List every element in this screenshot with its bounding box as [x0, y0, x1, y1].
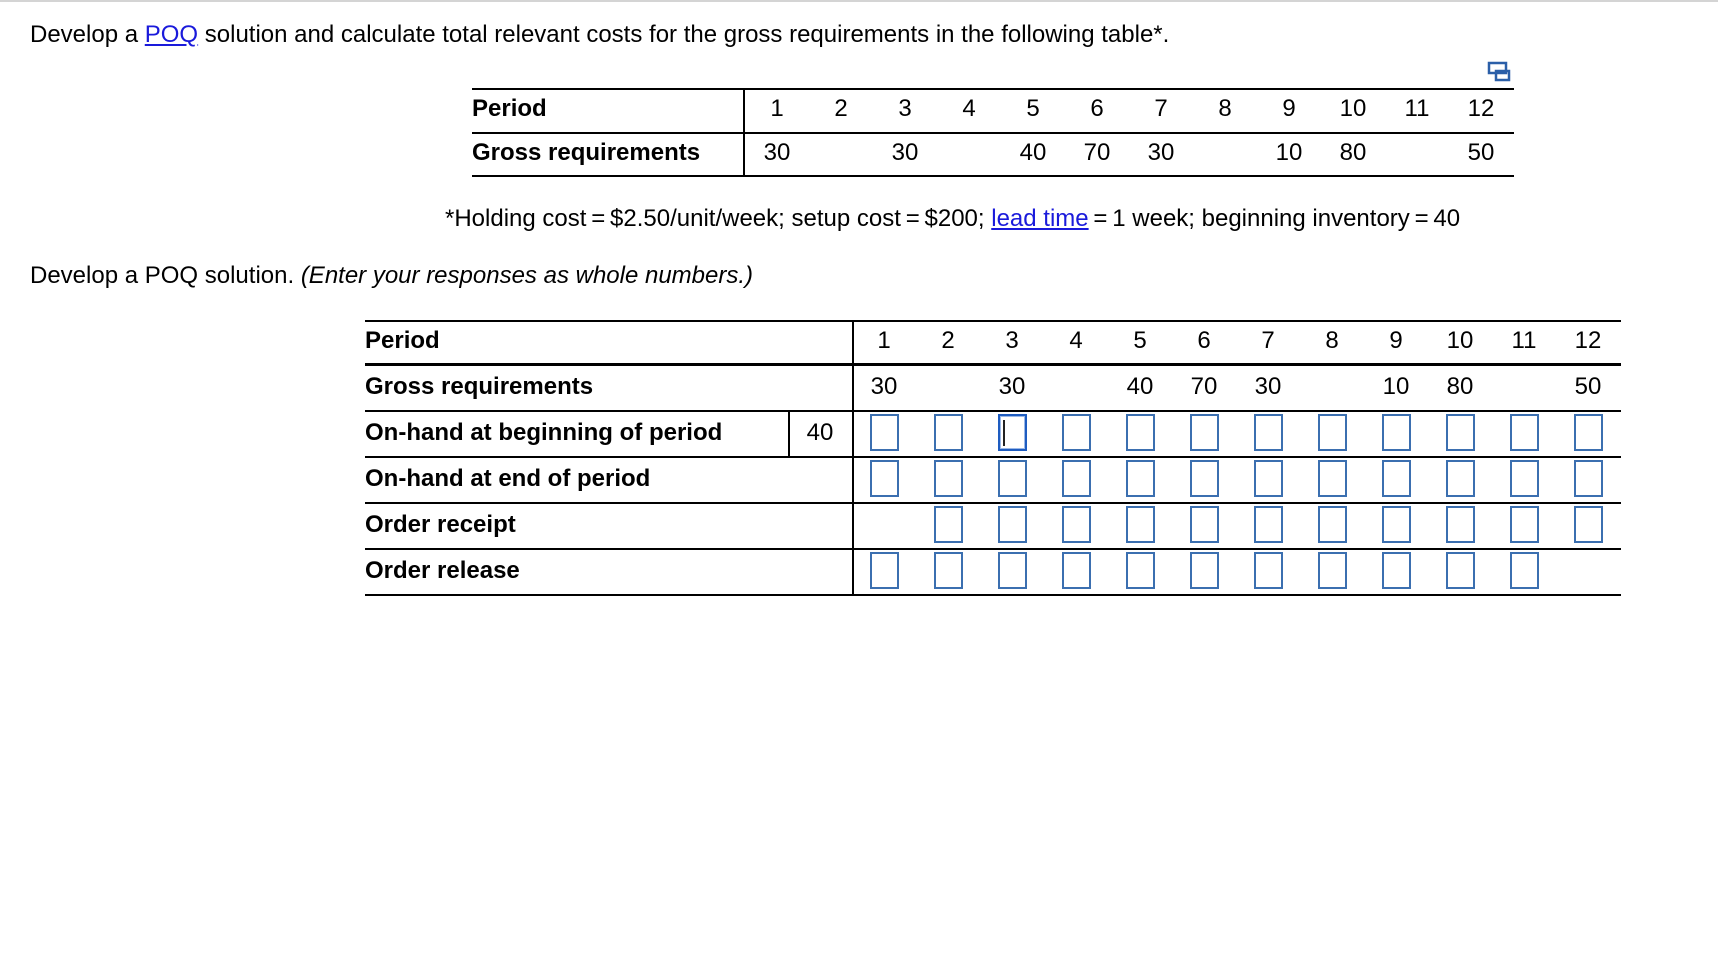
ans-period-cell: 12	[1574, 327, 1602, 354]
footnote-pre: *Holding cost = $2.50/unit/week; setup cost = $200;	[445, 205, 992, 232]
onhand-end-input[interactable]	[1190, 460, 1219, 497]
given-period-cell: 2	[834, 95, 848, 122]
given-gross-label: Gross requirements	[472, 139, 701, 166]
ans-rule-header	[365, 363, 1621, 366]
given-period-cell: 8	[1218, 95, 1232, 122]
ans-period-cell: 4	[1069, 327, 1083, 354]
lead-time-link[interactable]: lead time	[991, 205, 1089, 232]
onhand-end-input[interactable]	[1574, 460, 1603, 497]
ans-gross-cell: 30	[998, 373, 1026, 400]
given-period-cell: 5	[1026, 95, 1040, 122]
ans-rule-gross	[365, 410, 1621, 412]
order-receipt-input[interactable]	[1126, 506, 1155, 543]
given-gross-cell: 30	[891, 139, 919, 166]
ans-gross-cell: 30	[870, 373, 898, 400]
order-release-input[interactable]	[1318, 552, 1347, 589]
onhand-end-input[interactable]	[1446, 460, 1475, 497]
onhand-end-input[interactable]	[1382, 460, 1411, 497]
given-period-cell: 3	[898, 95, 912, 122]
order-release-input[interactable]	[1062, 552, 1091, 589]
ans-onhand-begin-label: On-hand at beginning of period	[365, 419, 723, 446]
given-divider	[743, 88, 745, 177]
ans-period-cell: 3	[1005, 327, 1019, 354]
question-prefix: Develop a	[30, 21, 145, 48]
order-receipt-input[interactable]	[1446, 506, 1475, 543]
order-receipt-input[interactable]	[998, 506, 1027, 543]
instruction-text	[30, 262, 753, 290]
onhand-begin-input[interactable]	[1574, 414, 1603, 451]
onhand-begin-input[interactable]	[1318, 414, 1347, 451]
given-period-cell: 6	[1090, 95, 1104, 122]
onhand-end-input[interactable]	[1318, 460, 1347, 497]
given-period-cell: 12	[1467, 95, 1495, 122]
onhand-begin-input[interactable]	[870, 414, 899, 451]
given-top-rule	[472, 88, 1514, 90]
ans-period-label: Period	[365, 327, 440, 354]
copy-table-icon[interactable]	[1487, 61, 1511, 83]
order-receipt-input[interactable]	[1510, 506, 1539, 543]
given-period-cell: 1	[770, 95, 784, 122]
onhand-end-input[interactable]	[1510, 460, 1539, 497]
ans-gross-cell: 50	[1574, 373, 1602, 400]
order-release-input[interactable]	[998, 552, 1027, 589]
order-release-input[interactable]	[1510, 552, 1539, 589]
given-gross-cell: 40	[1019, 139, 1047, 166]
given-period-cell: 7	[1154, 95, 1168, 122]
order-release-input[interactable]	[1190, 552, 1219, 589]
ans-rule-top	[365, 320, 1621, 322]
ans-period-cell: 10	[1446, 327, 1474, 354]
onhand-begin-input[interactable]	[934, 414, 963, 451]
order-receipt-input[interactable]	[1318, 506, 1347, 543]
ans-period-cell: 5	[1133, 327, 1147, 354]
beginning-inventory-value: 40	[806, 419, 834, 446]
text-cursor	[1003, 420, 1005, 446]
onhand-end-input[interactable]	[934, 460, 963, 497]
onhand-begin-input[interactable]	[1062, 414, 1091, 451]
top-divider	[0, 0, 1718, 2]
order-receipt-input[interactable]	[1254, 506, 1283, 543]
ans-period-cell: 2	[941, 327, 955, 354]
onhand-end-input[interactable]	[1126, 460, 1155, 497]
instruction-main: Develop a POQ solution.	[30, 262, 301, 289]
ans-release-label: Order release	[365, 557, 520, 584]
given-period-cell: 11	[1404, 95, 1430, 122]
order-receipt-input[interactable]	[934, 506, 963, 543]
given-mid-rule	[472, 132, 1514, 134]
ans-gross-cell: 80	[1446, 373, 1474, 400]
ans-divider	[852, 320, 854, 596]
onhand-begin-input[interactable]	[1254, 414, 1283, 451]
ans-gross-label: Gross requirements	[365, 373, 594, 400]
onhand-end-input[interactable]	[870, 460, 899, 497]
given-period-cell: 9	[1282, 95, 1296, 122]
ans-period-cell: 6	[1197, 327, 1211, 354]
given-gross-cell: 50	[1467, 139, 1495, 166]
onhand-begin-input[interactable]	[1510, 414, 1539, 451]
footnote-post: = 1 week; beginning inventory = 40	[1088, 205, 1461, 232]
order-release-input[interactable]	[1446, 552, 1475, 589]
order-receipt-input[interactable]	[1382, 506, 1411, 543]
ans-period-cell: 1	[877, 327, 891, 354]
ans-receipt-label: Order receipt	[365, 511, 516, 538]
ans-gross-cell: 40	[1126, 373, 1154, 400]
given-gross-cell: 10	[1275, 139, 1303, 166]
ans-period-cell: 8	[1325, 327, 1339, 354]
given-gross-cell: 30	[1147, 139, 1175, 166]
poq-link[interactable]: POQ	[144, 21, 199, 48]
onhand-begin-input[interactable]	[1446, 414, 1475, 451]
onhand-begin-input[interactable]	[1190, 414, 1219, 451]
given-gross-cell: 30	[763, 139, 791, 166]
question-suffix: solution and calculate total relevant costs for the gross requirements in the following table*.	[198, 21, 1170, 48]
order-receipt-input[interactable]	[1190, 506, 1219, 543]
given-gross-cell: 80	[1339, 139, 1367, 166]
given-period-cell: 4	[962, 95, 976, 122]
ans-period-cell: 7	[1261, 327, 1275, 354]
ans-onhand-end-label: On-hand at end of period	[365, 465, 651, 492]
ans-rule-release	[365, 594, 1621, 596]
given-period-label: Period	[472, 95, 547, 122]
cost-footnote	[445, 205, 1460, 233]
ans-rule-begin	[365, 456, 1621, 458]
ans-period-cell: 11	[1511, 327, 1537, 354]
given-period-cell: 10	[1339, 95, 1367, 122]
ans-period-cell: 9	[1389, 327, 1403, 354]
onhand-end-input[interactable]	[1062, 460, 1091, 497]
onhand-begin-input[interactable]	[1382, 414, 1411, 451]
order-release-input[interactable]	[934, 552, 963, 589]
order-receipt-input[interactable]	[1062, 506, 1091, 543]
order-release-input[interactable]	[1254, 552, 1283, 589]
ans-rule-end	[365, 502, 1621, 504]
ans-gross-cell: 10	[1382, 373, 1410, 400]
order-release-input[interactable]	[1382, 552, 1411, 589]
order-release-input[interactable]	[870, 552, 899, 589]
question-text	[30, 21, 1169, 49]
instruction-note: (Enter your responses as whole numbers.)	[300, 262, 754, 289]
ans-gross-cell: 30	[1254, 373, 1282, 400]
order-release-input[interactable]	[1126, 552, 1155, 589]
given-gross-cell: 70	[1083, 139, 1111, 166]
onhand-end-input[interactable]	[998, 460, 1027, 497]
ans-gross-cell: 70	[1190, 373, 1218, 400]
onhand-begin-input[interactable]	[1126, 414, 1155, 451]
ans-rule-receipt	[365, 548, 1621, 550]
given-bottom-rule	[472, 175, 1514, 177]
order-receipt-input[interactable]	[1574, 506, 1603, 543]
onhand-end-input[interactable]	[1254, 460, 1283, 497]
